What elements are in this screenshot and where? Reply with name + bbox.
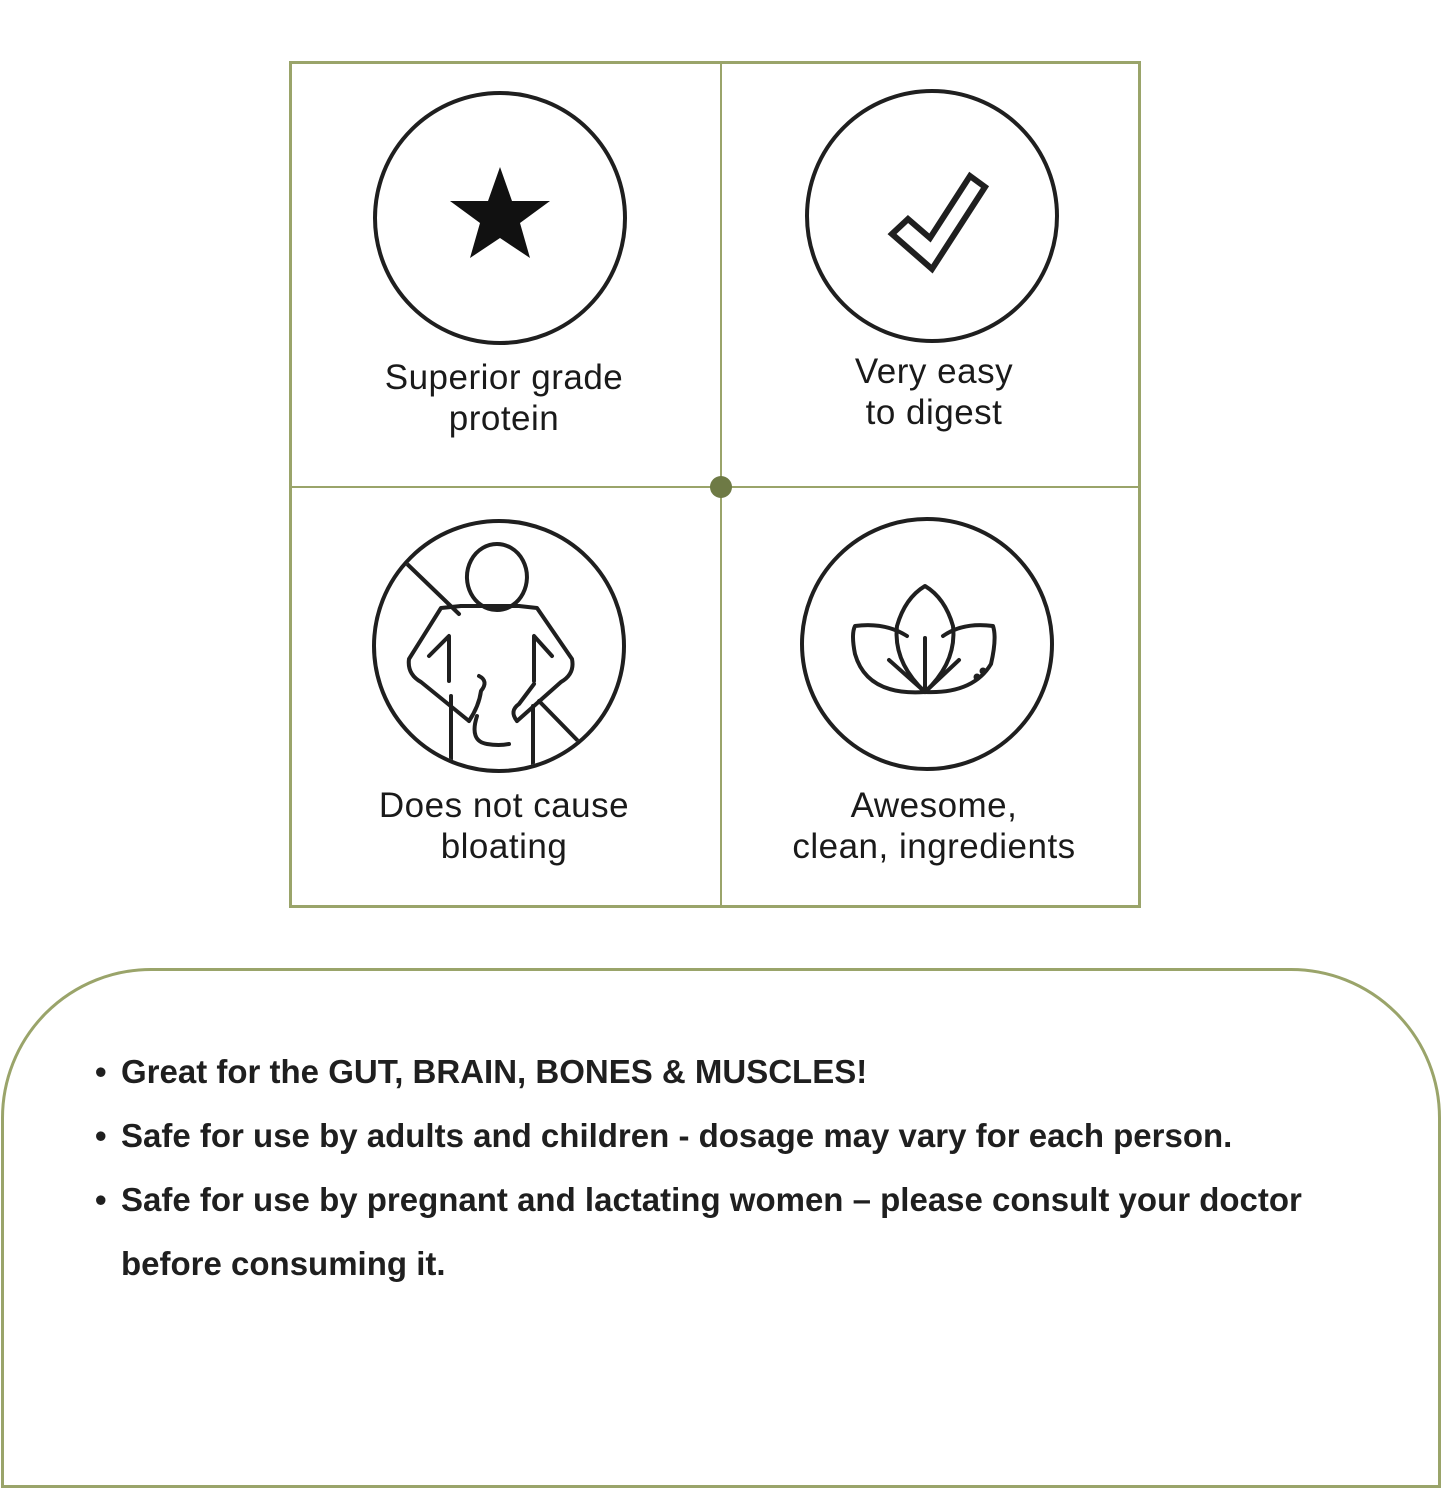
feature-superior-protein — [292, 64, 716, 484]
feature-caption — [292, 785, 716, 867]
feature-clean-ingredients — [722, 488, 1146, 908]
feature-caption-line1: Does not cause — [378, 786, 630, 825]
leaf-icon — [797, 514, 1057, 774]
list-item: • Great for the GUT, BRAIN, BONES & MUSCLES! — [95, 1040, 1375, 1104]
benefits-list — [95, 1040, 1375, 1296]
feature-caption-line2: clean, ingredients — [792, 827, 1076, 866]
feature-caption-line2: to digest — [865, 393, 1003, 432]
feature-no-bloating — [292, 488, 716, 908]
features-grid — [289, 61, 1141, 908]
feature-easy-digest — [722, 64, 1146, 484]
feature-caption — [292, 357, 716, 439]
feature-caption — [722, 351, 1146, 433]
star-icon — [370, 88, 630, 348]
feature-caption-line1: Awesome, — [850, 786, 1018, 825]
feature-caption-line2: bloating — [440, 827, 568, 866]
feature-caption — [722, 785, 1146, 867]
checkmark-icon — [802, 86, 1062, 346]
feature-caption-line1: Very easy — [854, 352, 1014, 391]
feature-caption-line1: Superior grade — [384, 358, 624, 397]
list-item: • Safe for use by pregnant and lactating women – please consult your doctor before consuming it. — [95, 1168, 1375, 1296]
feature-caption-line2: protein — [448, 399, 560, 438]
list-item: • Safe for use by adults and children - dosage may vary for each person. — [95, 1104, 1375, 1168]
no-bloating-icon — [369, 516, 629, 776]
